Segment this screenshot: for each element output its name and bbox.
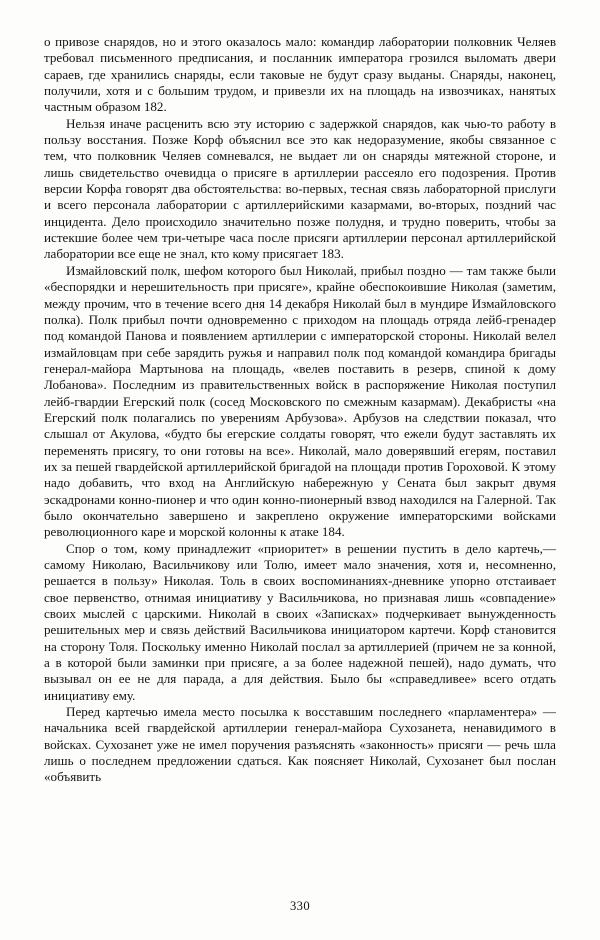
paragraph: Перед картечью имела место посылка к восставшим последнего «парламентера» — начальника всей гвардейской артиллерии генерал-майора Сухозанета, ненавидимого в войсках. Сухозанет уже не имел поручения разъяснять «законность» присяги — речь шла лишь о последнем предложении сдаться. Как поясняет Николай, Сухозанет был послан «объявить (44, 704, 556, 785)
paragraph: Спор о том, кому принадлежит «приоритет» в решении пустить в дело картечь,— самому Николаю, Васильчикову или Толю, имеет мало значения, хотя и, несомненно, решается в пользу» Николая. Толь в своих воспоминаниях-дневнике упорно отстаивает свое первенство, отнимая инициативу у Васильчикова, но признавая лишь «совпадение» своих мыслей с царскими. Николай в своих «Записках» подчеркивает вынужденность решительных мер и связь действий Васильчикова инициатором картечи. Корф становится на сторону Толя. Поскольку именно Николай послал за артиллерией (причем не за конной, а в которой были заминки при присяге, а за более надежной пешей), надо думать, что вызывал он ее не для парада, а для действия. Было бы «справедливее» всего отдать инициативу ему. (44, 540, 556, 703)
paragraph: о привозе снарядов, но и этого оказалось мало: командир лаборатории полковник Челяев требовал письменного предписания, и посланник императора грозился выломать двери сараев, где хранились снаряды, если таковые не будут сразу выданы. Снаряды, наконец, получили, хотя и с большим трудом, и привезли их на площадь на извозчиках, нанятых частным образом 182. (44, 34, 556, 115)
paragraph: Нельзя иначе расценить всю эту историю с задержкой снарядов, как чью-то работу в пользу восстания. Позже Корф объяснил все это как недоразумение, якобы связанное с тем, что полковник Челяев сомневался, не выдает ли он снаряды мятежной стороне, и лишь свидетельство очевидца о присяге в артиллерии рассеяло его подозрения. Против версии Корфа говорят два обстоятельства: во-первых, тесная связь лабораторной прислуги и всего персонала лаборатории с артиллерийскими казармами, во-вторых, поздний час инцидента. Дело происходило значительно позже полудня, и трудно поверить, чтобы за истекшие более чем три-четыре часа после присяги артиллерии персонал артиллерийской лаборатории все еще не знал, кто кому присягает 183. (44, 115, 556, 262)
paragraph: Измайловский полк, шефом которого был Николай, прибыл поздно — там также были «беспорядки и нерешительность при присяге», крайне обеспокоившие Николая (заметим, между прочим, что в течение всего дня 14 декабря Николай был в мундире Измайловского полка). Полк прибыл почти одновременно с приходом на площадь отряда лейб-гренадер под командой Панова и появлением артиллерии с императорской стороны. Николай велел измайловцам при себе зарядить ружья и направил полк под командой командира бригады генерал-майора Мартынова на площадь, «велев поставить в резерв, спиной к дому Лобанова». Последним из правительственных войск в распоряжение Николая поступил лейб-гвардии Егерский полк (сосед Московского по смежным казармам). Декабристы «на Егерский полк полагались по уверениям Арбузова». Арбузов на следствии показал, что слышал от Акулова, «будто бы егерские солдаты говорят, что ежели будут заставлять их переменять присягу, то они готовы на все». Николай, мало доверявший егерям, поставил их за пешей гвардейской артиллерийской бригадой на площади против Гороховой. К этому надо добавить, что вход на Английскую набережную у Сената был закрыт двумя эскадронами конно-пионер и что один конно-пионерный взвод находился на Галерной. Так было окончательно завершено и закреплено окружение императорскими войсками революционного каре и морской колонны к атаке 184. (44, 262, 556, 540)
page-number: 330 (289, 899, 311, 913)
page-body (44, 34, 556, 786)
